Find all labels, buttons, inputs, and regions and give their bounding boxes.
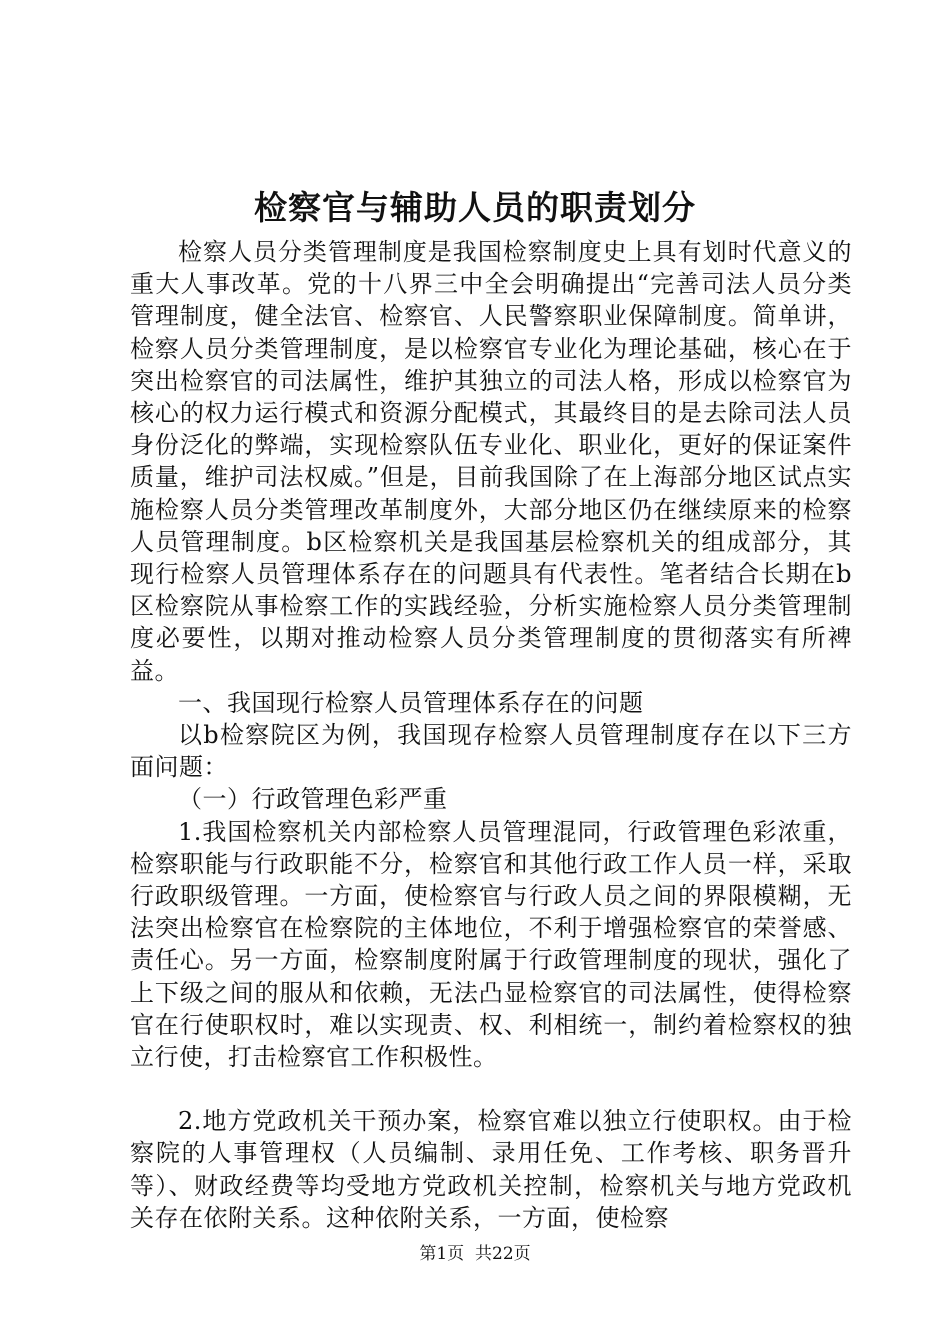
paragraph-point-2: 2.地方党政机关干预办案，检察官难以独立行使职权。由于检察院的人事管理权（人员编制、录用任免、工作考核、职务晋升等）、财政经费等均受地方党政机关控制，检察机关与地方党政机关存在依附关系。这种依附关系，一方面，使检察 [130, 1107, 852, 1232]
paragraph-point-1: 1.我国检察机关内部检察人员管理混同，行政管理色彩浓重，检察职能与行政职能不分，检察官和其他行政工作人员一样，采取行政职级管理。一方面，使检察官与行政人员之间的界限模糊，无法突出检察官在检察院的主体地位，不利于增强检察官的荣誉感、责任心。另一方面，检察制度附属于行政管理制度的现状，强化了上下级之间的服从和依赖，无法凸显检察官的司法属性，使得检察官在行使职权时，难以实现责、权、利相统一，制约着检察权的独立行使，打击检察官工作积极性。 [130, 817, 852, 1072]
page-footer [0, 1242, 950, 1266]
document-body [130, 236, 852, 1234]
paragraph-example: 以b检察院区为例，我国现存检察人员管理制度存在以下三方面问题： [130, 721, 852, 782]
paragraph-intro: 检察人员分类管理制度是我国检察制度史上具有划时代意义的重大人事改革。党的十八界三中全会明确提出“完善司法人员分类管理制度，健全法官、检察官、人民警察职业保障制度。简单讲，检察人员分类管理制度，是以检察官专业化为理论基础，核心在于突出检察官的司法属性，维护其独立的司法人格，形成以检察官为核心的权力运行模式和资源分配模式，其最终目的是去除司法人员身份泛化的弊端，实现检察队伍专业化、职业化，更好的保证案件质量，维护司法权威。”但是，目前我国除了在上海部分地区试点实施检察人员分类管理改革制度外，大部分地区仍在继续原来的检察人员管理制度。b区检察机关是我国基层检察机关的组成部分，其现行检察人员管理体系存在的问题具有代表性。笔者结合长期在b区检察院从事检察工作的实践经验，分析实施检察人员分类管理制度必要性，以期对推动检察人员分类管理制度的贯彻落实有所裨益。 [130, 238, 852, 685]
document-title: 检察官与辅助人员的职责划分 [254, 188, 696, 227]
page-number: 第1页 [419, 1244, 465, 1264]
section-heading-1: 一、我国现行检察人员管理体系存在的问题 [178, 688, 644, 717]
page-total: 共22页 [475, 1244, 531, 1264]
subsection-heading-1: （一）行政管理色彩严重 [178, 785, 448, 814]
